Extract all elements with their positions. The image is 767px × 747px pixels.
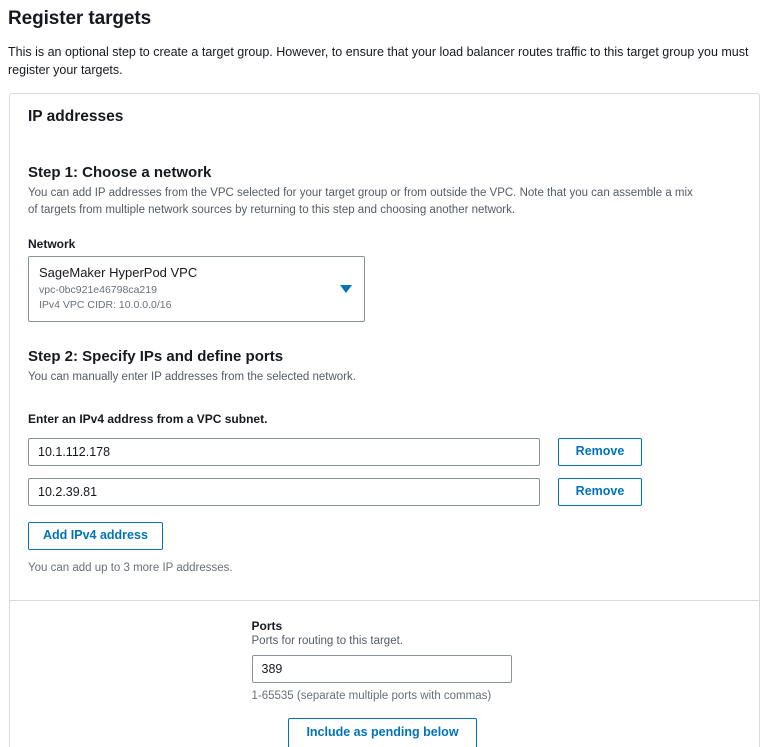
ip-limit-hint: You can add up to 3 more IP addresses. <box>28 562 233 575</box>
step-2-specify-ips <box>28 348 741 574</box>
step-2-title: Step 2: Specify IPs and define ports <box>28 348 284 366</box>
ipv4-address-input-1[interactable] <box>28 438 540 466</box>
network-select-vpc-id: vpc-0bc921e46798ca219 <box>39 283 157 296</box>
step-1-title: Step 1: Choose a network <box>28 163 212 181</box>
network-select[interactable] <box>28 256 365 322</box>
card-heading: IP addresses <box>28 107 124 125</box>
card-header <box>10 94 759 138</box>
step-1-description: You can add IP addresses from the VPC selected for your target group or from outside the VPC. Note that you can assemble a mix of targets from multiple network sources by returning to this step and choosing another network. <box>28 186 693 216</box>
ipv4-address-label: Enter an IPv4 address from a VPC subnet. <box>28 412 268 427</box>
ipv4-address-input-2[interactable] <box>28 478 540 506</box>
step-1-choose-network <box>28 164 741 322</box>
ports-section <box>10 601 759 747</box>
include-as-pending-button[interactable]: Include as pending below <box>288 718 476 747</box>
step-2-description: You can manually enter IP addresses from the selected network. <box>28 371 356 384</box>
ip-address-row <box>28 438 741 466</box>
network-select-cidr: IPv4 VPC CIDR: 10.0.0.0/16 <box>39 299 172 312</box>
network-label: Network <box>28 237 76 252</box>
page-description: This is an optional step to create a target group. However, to ensure that your load balancer routes traffic to this target group you must register your targets. <box>8 44 749 77</box>
ports-hint: 1-65535 (separate multiple ports with commas) <box>251 690 492 703</box>
remove-ip-button-2[interactable]: Remove <box>558 478 642 506</box>
remove-ip-button-1[interactable]: Remove <box>558 438 642 466</box>
ip-addresses-card <box>9 93 760 747</box>
ports-description: Ports for routing to this target. <box>251 635 403 648</box>
ports-label: Ports <box>251 619 283 634</box>
network-select-value: SageMaker HyperPod VPC <box>39 265 198 281</box>
add-ipv4-address-button[interactable]: Add IPv4 address <box>28 522 163 550</box>
ip-address-row <box>28 478 741 506</box>
card-body <box>10 164 759 601</box>
page-title: Register targets <box>8 8 152 29</box>
ports-input[interactable] <box>252 655 512 683</box>
chevron-down-icon <box>340 285 352 293</box>
